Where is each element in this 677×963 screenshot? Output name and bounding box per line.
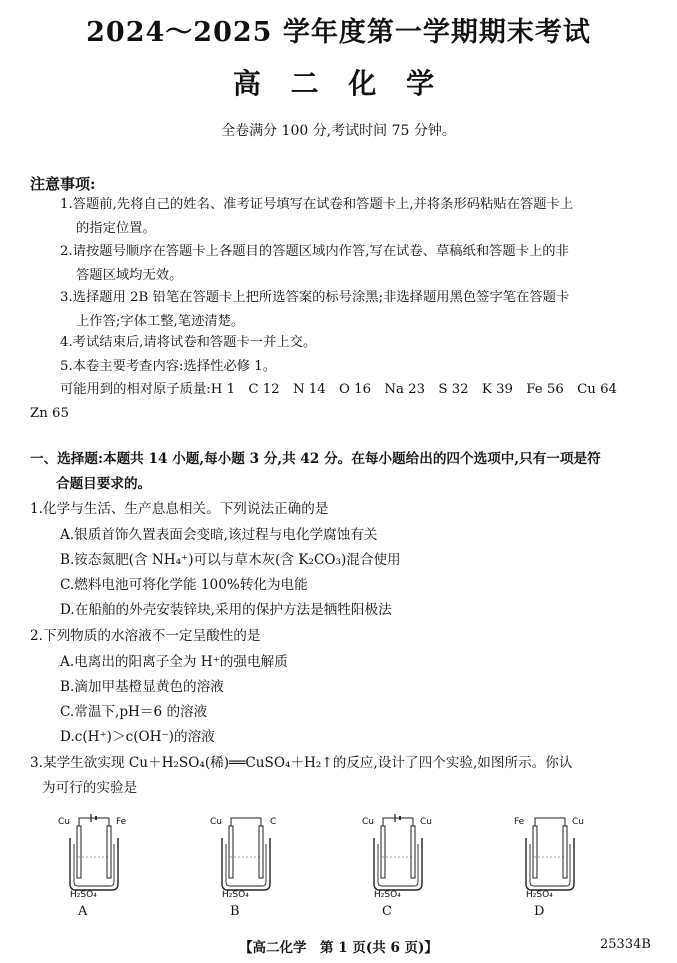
- section-heading: [30, 447, 601, 497]
- apparatus-a: [56, 812, 136, 922]
- paper-code: 25334B: [600, 937, 651, 952]
- apparatus-d-right-electrode: Cu: [572, 817, 584, 827]
- notice-item-3-line2: 上作答;字体工整,笔迹清楚。: [76, 314, 245, 329]
- section-heading-line2: 合题目要求的。: [56, 476, 152, 492]
- notice-item-3: [60, 286, 569, 334]
- question-2-option-b: B.滴加甲基橙显黄色的溶液: [60, 679, 224, 695]
- apparatus-b-acid: H₂SO₄: [222, 890, 249, 900]
- apparatus-b-letter: B: [230, 904, 240, 919]
- notice-item-4: 4.考试结束后,请将试卷和答题卡一并上交。: [60, 335, 317, 350]
- apparatus-c-acid: H₂SO₄: [374, 890, 401, 900]
- notice-item-2-line2: 答题区域均无效。: [76, 268, 183, 283]
- apparatus-b-right-electrode: C: [270, 817, 277, 827]
- question-3-stem-line2: 为可行的实验是: [42, 780, 138, 796]
- exam-title: 2024～2025 学年度第一学期期末考试: [86, 17, 591, 48]
- notice-item-3-line1: 3.选择题用 2B 铅笔在答题卡上把所选答案的标号涂黑;非选择题用黑色签字笔在答题卡: [60, 290, 570, 305]
- notice-item-1-line1: 1.答题前,先将自己的姓名、准考证号填写在试卷和答题卡上,并将条形码粘贴在答题卡上: [60, 197, 574, 212]
- atomic-masses-line2: Zn 65: [30, 406, 69, 421]
- notice-item-2: [60, 240, 569, 288]
- question-1-option-b: B.铵态氮肥(含 NH₄⁺)可以与草木灰(含 K₂CO₃)混合使用: [60, 552, 401, 568]
- subject-title: 高 二 化 学: [232, 67, 445, 100]
- apparatus-c-left-electrode: Cu: [362, 817, 374, 827]
- question-2-stem: 2.下列物质的水溶液不一定呈酸性的是: [30, 628, 261, 644]
- apparatus-a-letter: A: [78, 904, 88, 919]
- apparatus-c-letter: C: [382, 904, 392, 919]
- apparatus-d-left-electrode: Fe: [514, 817, 525, 827]
- apparatus-a-right-electrode: Fe: [116, 817, 127, 827]
- section-heading-line1: 一、选择题:本题共 14 小题,每小题 3 分,共 42 分。在每小题给出的四个选项中,只有一项是符: [30, 451, 601, 467]
- apparatus-a-left-electrode: Cu: [58, 817, 70, 827]
- notice-heading: 注意事项:: [30, 175, 96, 193]
- apparatus-d: [512, 812, 592, 922]
- question-3-stem-line1: 3.某学生欲实现 Cu＋H₂SO₄(稀)══CuSO₄＋H₂↑的反应,设计了四个实验,如图所示。你认: [30, 755, 573, 771]
- notice-item-1: [60, 193, 573, 241]
- apparatus-b-left-electrode: Cu: [210, 817, 222, 827]
- question-1-stem: 1.化学与生活、生产息息相关。下列说法正确的是: [30, 501, 329, 517]
- page-footer: 【高二化学 第 1 页(共 6 页)】: [239, 940, 438, 956]
- question-2-option-a: A.电离出的阳离子全为 H⁺的强电解质: [60, 654, 288, 670]
- apparatus-d-letter: D: [534, 904, 545, 919]
- apparatus-b: [208, 812, 288, 922]
- question-1-option-a: A.银质首饰久置表面会变暗,该过程与电化学腐蚀有关: [60, 527, 378, 543]
- question-3-stem: [30, 751, 572, 801]
- apparatus-a-acid: H₂SO₄: [70, 890, 97, 900]
- question-1-option-d: D.在船舶的外壳安装锌块,采用的保护方法是牺牲阳极法: [60, 602, 392, 618]
- notice-item-1-line2: 的指定位置。: [76, 221, 156, 236]
- question-1-option-c: C.燃料电池可将化学能 100%转化为电能: [60, 577, 308, 593]
- question-2-option-c: C.常温下,pH＝6 的溶液: [60, 704, 208, 720]
- exam-info: 全卷满分 100 分,考试时间 75 分钟。: [221, 123, 456, 139]
- notice-item-2-line1: 2.请按题号顺序在答题卡上各题目的答题区域内作答,写在试卷、草稿纸和答题卡上的非: [60, 244, 569, 259]
- apparatus-c-right-electrode: Cu: [420, 817, 432, 827]
- notice-item-5: 5.本卷主要考查内容:选择性必修 1。: [60, 359, 277, 374]
- question-2-option-d: D.c(H⁺)＞c(OH⁻)的溶液: [60, 729, 215, 745]
- apparatus-d-acid: H₂SO₄: [526, 890, 553, 900]
- atomic-masses-line1: 可能用到的相对原子质量:H 1 C 12 N 14 O 16 Na 23 S 32 K 39 Fe 56 Cu 64: [60, 382, 617, 397]
- apparatus-c: [360, 812, 440, 922]
